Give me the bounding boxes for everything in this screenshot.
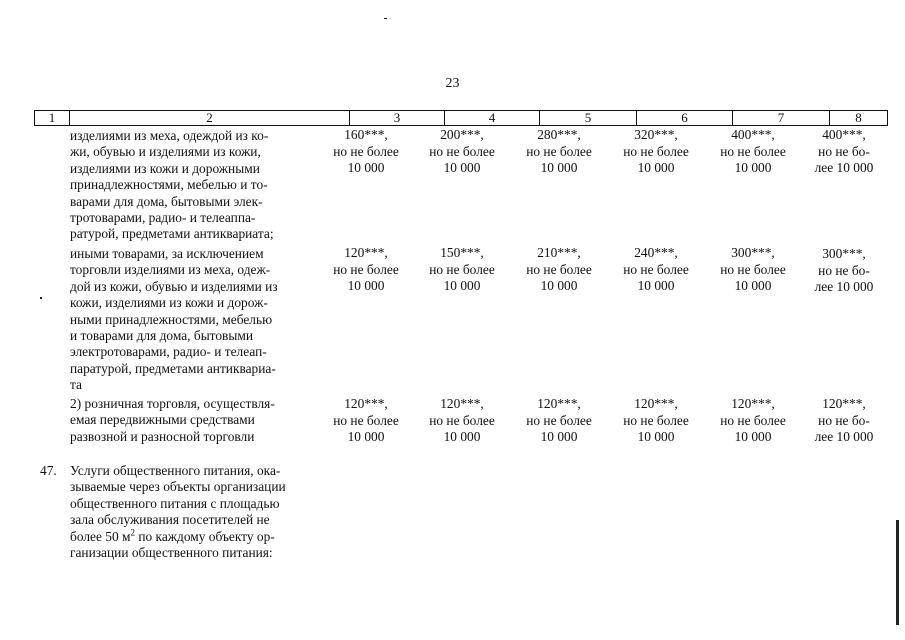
header-col-1: 1: [48, 110, 56, 125]
description-line: дой из кожи, обувью и изделиями из: [70, 278, 278, 294]
scan-artifact-dot: [40, 297, 42, 299]
value-cell: 120***, но не более 10 000: [623, 396, 689, 445]
value-cell: 280***, но не более 10 000: [526, 127, 592, 176]
description-line: торговли изделиями из меха, одеж-: [70, 262, 271, 278]
value-cell: 200***, но не более 10 000: [429, 127, 495, 176]
description-line: иными товарами, за исключением: [70, 246, 264, 261]
page-number: 23: [445, 76, 460, 91]
value-cell: 150***, но не более 10 000: [429, 245, 495, 294]
description-line: ными принадлежностями, мебелью: [70, 311, 273, 327]
description-line: варами для дома, бытовыми элек-: [70, 193, 263, 209]
description-line: емая передвижными средствами: [70, 412, 255, 428]
description-line: Услуги общественного питания, ока-: [70, 463, 281, 478]
description-line: [70, 529, 286, 545]
value-cell: 240***, но не более 10 000: [623, 245, 689, 294]
description-line: принадлежностями, мебелью и то-: [70, 177, 268, 193]
description-line: и товарами для дома, бытовыми: [70, 328, 254, 344]
row-description: [70, 246, 278, 394]
value-cell: 210***, но не более 10 000: [526, 245, 592, 294]
row-description: [70, 128, 274, 243]
description-line: 2) розничная торговля, осуществля-: [70, 396, 275, 411]
header-col-2: 2: [69, 111, 349, 125]
value-cell: 120***, но не более 10 000: [720, 396, 786, 445]
value-cell: 120***, но не более 10 000: [333, 396, 399, 445]
description-line: кожи, изделиями из кожи и дорож-: [70, 295, 268, 311]
scan-artifact-edge: [896, 520, 899, 625]
area-value: более 50 м: [70, 528, 131, 544]
description-line: зала обслуживания посетителей не: [70, 512, 270, 528]
value-cell: 120***, но не более 10 000: [526, 396, 592, 445]
description-line: тротоварами, радио- и телеаппа-: [70, 210, 256, 226]
description-line: жи, обувью и изделиями из кожи,: [70, 144, 261, 160]
value-cell: 120***, но не более 10 000: [333, 245, 399, 294]
area-unit-superscript: 2: [130, 527, 135, 538]
description-line: изделиями из кожи и дорожными: [70, 160, 260, 176]
description-line: зываемые через объекты организации: [70, 479, 286, 495]
value-cell: 120***, но не более 10 000: [429, 396, 495, 445]
description-line: паратурой, предметами антиквариа-: [70, 360, 276, 376]
value-cell: 320***, но не более 10 000: [623, 127, 689, 176]
table-header-row: [34, 110, 888, 126]
value-cell: 120***, но не бо- лее 10 000: [814, 396, 874, 445]
value-cell: 160***, но не более 10 000: [333, 127, 399, 176]
description-line: электротоварами, радио- и телеап-: [70, 344, 267, 360]
value-cell: 300***, но не бо- лее 10 000: [814, 246, 874, 295]
description-line: изделиями из меха, одеждой из ко-: [70, 128, 269, 143]
description-line: ратурой, предметами антиквариата;: [70, 226, 274, 242]
area-continuation: по каждому объекту ор-: [138, 528, 275, 544]
description-line: развозной и разносной торговли: [70, 428, 255, 444]
value-cell: 300***, но не более 10 000: [720, 245, 786, 294]
header-col-7: 7: [732, 111, 829, 125]
description-line: та: [70, 377, 82, 393]
header-col-6: 6: [636, 111, 732, 125]
item-number: 47.: [40, 463, 57, 478]
item-47-description: [70, 463, 286, 561]
row-description: [70, 396, 275, 445]
header-col-8: 8: [829, 111, 887, 125]
value-cell: 400***, но не более 10 000: [720, 127, 786, 176]
scan-artifact-dot: [384, 18, 387, 19]
header-col-3: 3: [349, 111, 444, 125]
description-line: общественного питания с площадью: [70, 495, 280, 511]
header-col-5: 5: [539, 111, 636, 125]
value-cell: 400***, но не бо- лее 10 000: [814, 127, 874, 176]
description-line: ганизации общественного питания:: [70, 545, 273, 561]
header-col-4: 4: [444, 111, 539, 125]
